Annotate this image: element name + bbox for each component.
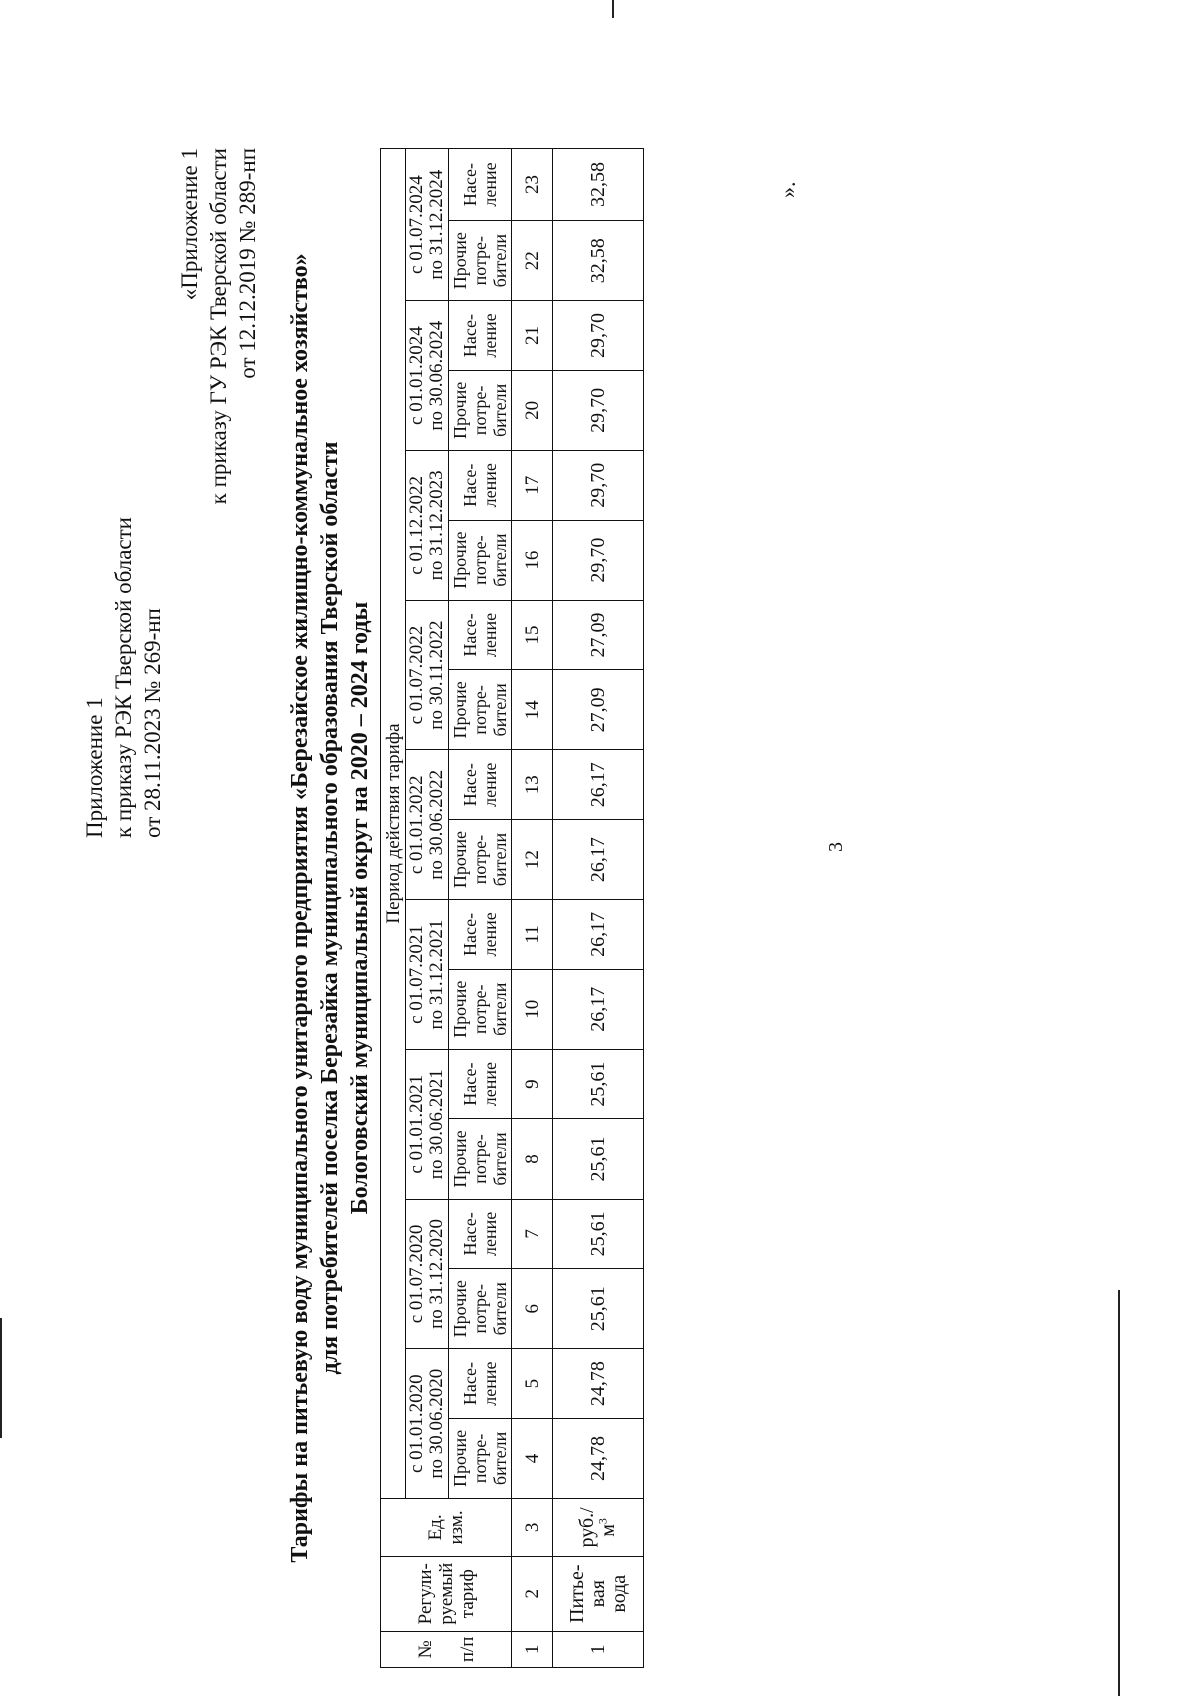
tariff-value: 26,17 [553, 750, 644, 820]
column-number: 12 [512, 819, 553, 899]
annex-reference-original [175, 148, 262, 504]
consumer-other: Прочие потре-бители [449, 221, 512, 301]
column-number: 10 [512, 969, 553, 1049]
consumer-population: Насе-ление [449, 900, 512, 970]
column-number: 7 [512, 1199, 553, 1269]
period-cell [406, 600, 449, 750]
column-number: 8 [512, 1119, 553, 1199]
consumer-population: Насе-ление [449, 750, 512, 820]
consumer-population: Насе-ление [449, 301, 512, 371]
period-to: по 31.12.2020 [426, 1219, 447, 1329]
rotated-page [80, 148, 940, 1668]
period-cell [406, 1349, 449, 1499]
header-cell-unit: Ед. изм. [381, 1499, 512, 1557]
period-from: с 01.01.2024 [406, 326, 427, 425]
header-cell-number [381, 1631, 512, 1667]
page-number: 3 [825, 842, 847, 852]
title-line2: для потребителей поселка Березайка муниципального образования Тверской области [317, 441, 343, 1375]
tariff-value: 29,70 [553, 370, 644, 450]
column-number: 1 [512, 1631, 553, 1667]
consumer-population: Насе-ление [449, 1349, 512, 1419]
period-from: с 01.12.2022 [406, 476, 427, 575]
column-number: 3 [512, 1499, 553, 1557]
column-number: 15 [512, 600, 553, 670]
annex-current-line2: к приказу РЭК Тверской области [111, 517, 136, 838]
period-from: с 01.07.2020 [406, 1224, 427, 1324]
tariff-value: 27,09 [553, 600, 644, 670]
column-number: 5 [512, 1349, 553, 1419]
row-number: 1 [553, 1631, 644, 1667]
row-unit-superscript: 3 [595, 1518, 610, 1525]
period-cell [406, 1049, 449, 1199]
row-unit-text: руб./м [576, 1507, 619, 1548]
period-to: по 31.12.2024 [426, 169, 447, 280]
period-from: с 01.01.2022 [406, 775, 427, 875]
header-cell-tariff: Регули-руемый тариф [381, 1556, 512, 1631]
consumer-population: Насе-ление [449, 149, 512, 221]
tariff-table [380, 148, 644, 1668]
scan-edge-bottom [1118, 1290, 1120, 1696]
column-number: 14 [512, 670, 553, 750]
document-title [285, 148, 375, 1668]
column-number: 11 [512, 900, 553, 970]
annex-reference-current [80, 517, 167, 838]
row-unit [553, 1499, 644, 1557]
period-from: с 01.01.2020 [406, 1374, 427, 1474]
tariff-value: 29,70 [553, 301, 644, 371]
header-cell-period: Период действия тарифа [381, 149, 406, 1499]
period-cell [406, 149, 449, 301]
tariff-value: 25,61 [553, 1049, 644, 1119]
table-consumer-row [449, 149, 512, 1668]
title-line1: Тарифы на питьевую воду муниципального унитарного предприятия «Березайское жилищно-коммунальное хозяйство» [287, 253, 313, 1563]
annex-original-line3: от 12.12.2019 № 289-нп [235, 148, 260, 379]
consumer-population: Насе-ление [449, 1049, 512, 1119]
row-tariff-name: Питье-вая вода [553, 1556, 644, 1631]
title-line3: Бологовский муниципальный округ на 2020 – 2024 годы [347, 601, 373, 1215]
tariff-value: 25,61 [553, 1269, 644, 1349]
period-from: с 01.01.2021 [406, 1074, 427, 1174]
annex-current-line1: Приложение 1 [82, 697, 107, 838]
column-number: 17 [512, 451, 553, 521]
consumer-other: Прочие потре-бители [449, 819, 512, 899]
period-to: по 30.06.2022 [426, 769, 447, 880]
consumer-population: Насе-ление [449, 1199, 512, 1269]
tariff-value: 26,17 [553, 969, 644, 1049]
column-number: 13 [512, 750, 553, 820]
consumer-other: Прочие потре-бители [449, 520, 512, 600]
column-number: 22 [512, 221, 553, 301]
period-from: с 01.07.2022 [406, 625, 427, 725]
consumer-other: Прочие потре-бители [449, 969, 512, 1049]
period-from: с 01.07.2021 [406, 925, 427, 1024]
consumer-population: Насе-ление [449, 600, 512, 670]
tariff-value: 24,78 [553, 1349, 644, 1419]
table-period-row [406, 149, 449, 1668]
tariff-value: 32,58 [553, 149, 644, 221]
annex-original-line1: «Приложение 1 [177, 148, 202, 301]
period-cell [406, 1199, 449, 1349]
period-to: по 30.06.2021 [426, 1069, 447, 1180]
consumer-other: Прочие потре-бители [449, 370, 512, 450]
scan-edge-top [612, 0, 614, 18]
column-number: 16 [512, 520, 553, 600]
tariff-value: 29,70 [553, 451, 644, 521]
period-cell [406, 900, 449, 1050]
period-to: по 31.12.2021 [426, 919, 447, 1030]
period-to: по 30.11.2022 [426, 620, 447, 730]
tariff-value: 32,58 [553, 221, 644, 301]
tariff-value: 25,61 [553, 1119, 644, 1199]
tariff-value: 26,17 [553, 900, 644, 970]
period-from: с 01.07.2024 [406, 175, 427, 274]
consumer-other: Прочие потре-бители [449, 1119, 512, 1199]
column-number: 2 [512, 1556, 553, 1631]
consumer-other: Прочие потре-бители [449, 1269, 512, 1349]
tariff-value: 25,61 [553, 1199, 644, 1269]
column-number: 21 [512, 301, 553, 371]
table-column-number-row [512, 149, 553, 1668]
period-to: по 30.06.2024 [426, 320, 447, 431]
annex-current-line3: от 28.11.2023 № 269-нп [140, 608, 165, 838]
tariff-value: 29,70 [553, 520, 644, 600]
period-cell [406, 750, 449, 900]
consumer-other: Прочие потре-бители [449, 670, 512, 750]
annex-original-line2: к приказу ГУ РЭК Тверской области [206, 148, 231, 505]
tariff-value: 24,78 [553, 1418, 644, 1498]
column-number: 9 [512, 1049, 553, 1119]
header-number-symbol: № [414, 1640, 436, 1659]
column-number: 20 [512, 370, 553, 450]
header-number-pp: п/п [456, 1636, 478, 1663]
period-to: по 31.12.2023 [426, 470, 447, 581]
table-row [553, 149, 644, 1668]
consumer-population: Насе-ление [449, 451, 512, 521]
column-number: 23 [512, 149, 553, 221]
period-cell [406, 301, 449, 451]
consumer-other: Прочие потре-бители [449, 1418, 512, 1498]
table-header-row [381, 149, 406, 1668]
period-to: по 30.06.2020 [426, 1368, 447, 1479]
column-number: 4 [512, 1418, 553, 1498]
scan-edge-left [0, 1318, 2, 1438]
tariff-value: 26,17 [553, 819, 644, 899]
closing-quote: ». [775, 181, 800, 198]
tariff-value: 27,09 [553, 670, 644, 750]
column-number: 6 [512, 1269, 553, 1349]
period-cell [406, 451, 449, 601]
